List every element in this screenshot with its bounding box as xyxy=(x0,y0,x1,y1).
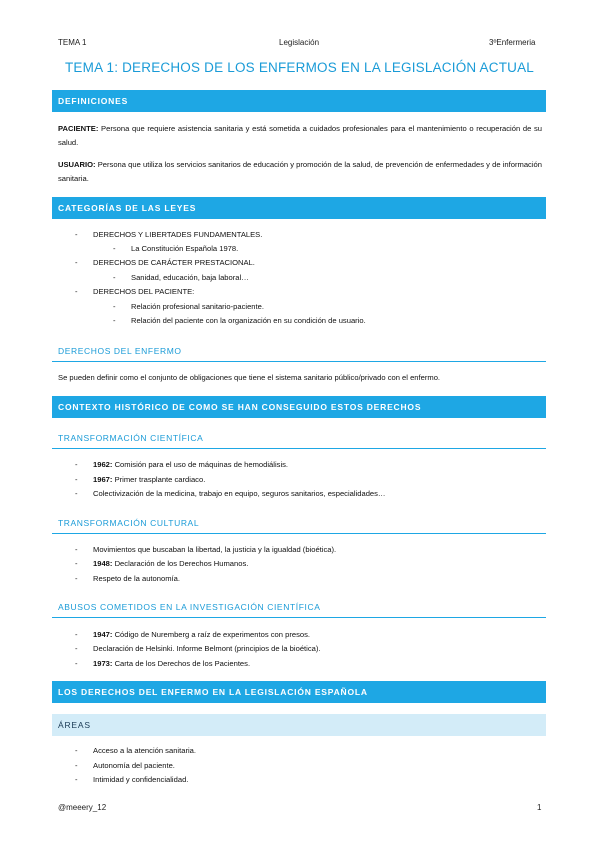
list-item: - La Constitución Española 1978. xyxy=(113,244,239,253)
definition-usuario xyxy=(58,158,542,186)
list-item: - 1962: Comisión para el uso de máquinas de hemodiálisis. xyxy=(75,460,289,469)
section-heading-contexto: CONTEXTO HISTÓRICO DE COMO SE HAN CONSEGUIDO ESTOS DERECHOS xyxy=(52,396,546,418)
header-course: 3ºEnfermeria xyxy=(489,38,536,47)
subheading-transformacion-cultural: TRANSFORMACIÓN CULTURAL xyxy=(58,518,200,528)
derechos-enfermo-text: Se pueden definir como el conjunto de obligaciones que tiene el sistema sanitario público/privado con el enfermo. xyxy=(58,373,441,382)
divider xyxy=(52,361,546,362)
subheading-derechos-enfermo: DERECHOS DEL ENFERMO xyxy=(58,346,182,356)
list-item: - Declaración de Helsinki. Informe Belmont (principios de la bioética). xyxy=(75,644,321,653)
list-item: - 1947: Código de Nuremberg a raíz de experimentos con presos. xyxy=(75,630,310,639)
list-item: - 1973: Carta de los Derechos de los Pacientes. xyxy=(75,659,251,668)
section-heading-categorias: CATEGORÍAS DE LAS LEYES xyxy=(52,197,546,219)
subheading-transformacion-cientifica: TRANSFORMACIÓN CIENTÍFICA xyxy=(58,433,204,443)
section-heading-legislacion: LOS DERECHOS DEL ENFERMO EN LA LEGISLACIÓN ESPAÑOLA xyxy=(52,681,546,703)
list-item: - DERECHOS DE CARÁCTER PRESTACIONAL. xyxy=(75,258,255,267)
list-item: - 1948: Declaración de los Derechos Humanos. xyxy=(75,559,249,568)
section-heading-definiciones: DEFINICIONES xyxy=(52,90,546,112)
page-number: 1 xyxy=(537,803,542,812)
subheading-areas: ÁREAS xyxy=(52,714,546,736)
list-item: - Respeto de la autonomía. xyxy=(75,574,180,583)
divider xyxy=(52,533,546,534)
list-item: - Intimidad y confidencialidad. xyxy=(75,775,189,784)
header-subject: Legislación xyxy=(279,38,320,47)
divider xyxy=(52,448,546,449)
list-item: - DERECHOS Y LIBERTADES FUNDAMENTALES. xyxy=(75,230,263,239)
list-item: - Sanidad, educación, baja laboral… xyxy=(113,273,249,282)
list-item: - Acceso a la atención sanitaria. xyxy=(75,746,196,755)
list-item: - Colectivización de la medicina, trabajo en equipo, seguros sanitarios, especialidades… xyxy=(75,489,386,498)
definition-term: PACIENTE: xyxy=(58,124,99,133)
list-item: - Relación profesional sanitario-paciente. xyxy=(113,302,264,311)
list-item: - Autonomía del paciente. xyxy=(75,761,175,770)
definition-term: USUARIO: xyxy=(58,160,96,169)
list-item: - Movimientos que buscaban la libertad, la justicia y la igualdad (bioética). xyxy=(75,545,337,554)
list-item: - DERECHOS DEL PACIENTE: xyxy=(75,287,195,296)
list-item: - 1967: Primer trasplante cardiaco. xyxy=(75,475,206,484)
page-title: TEMA 1: DERECHOS DE LOS ENFERMOS EN LA LEGISLACIÓN ACTUAL xyxy=(64,60,535,75)
definition-paciente xyxy=(58,122,542,150)
header-topic: TEMA 1 xyxy=(58,38,87,47)
definition-text: Persona que requiere asistencia sanitaria y está sometida a cuidados profesionales para el mantenimiento o recuperación de su salud. xyxy=(58,124,542,147)
subheading-abusos: ABUSOS COMETIDOS EN LA INVESTIGACIÓN CIENTÍFICA xyxy=(58,602,321,612)
list-item: - Relación del paciente con la organización en su condición de usuario. xyxy=(113,316,366,325)
definition-text: Persona que utiliza los servicios sanitarios de educación y promoción de la salud, de prevención de enfermedades y de información sanitaria. xyxy=(58,160,542,183)
divider xyxy=(52,617,546,618)
footer-author: @meeery_12 xyxy=(58,803,107,812)
